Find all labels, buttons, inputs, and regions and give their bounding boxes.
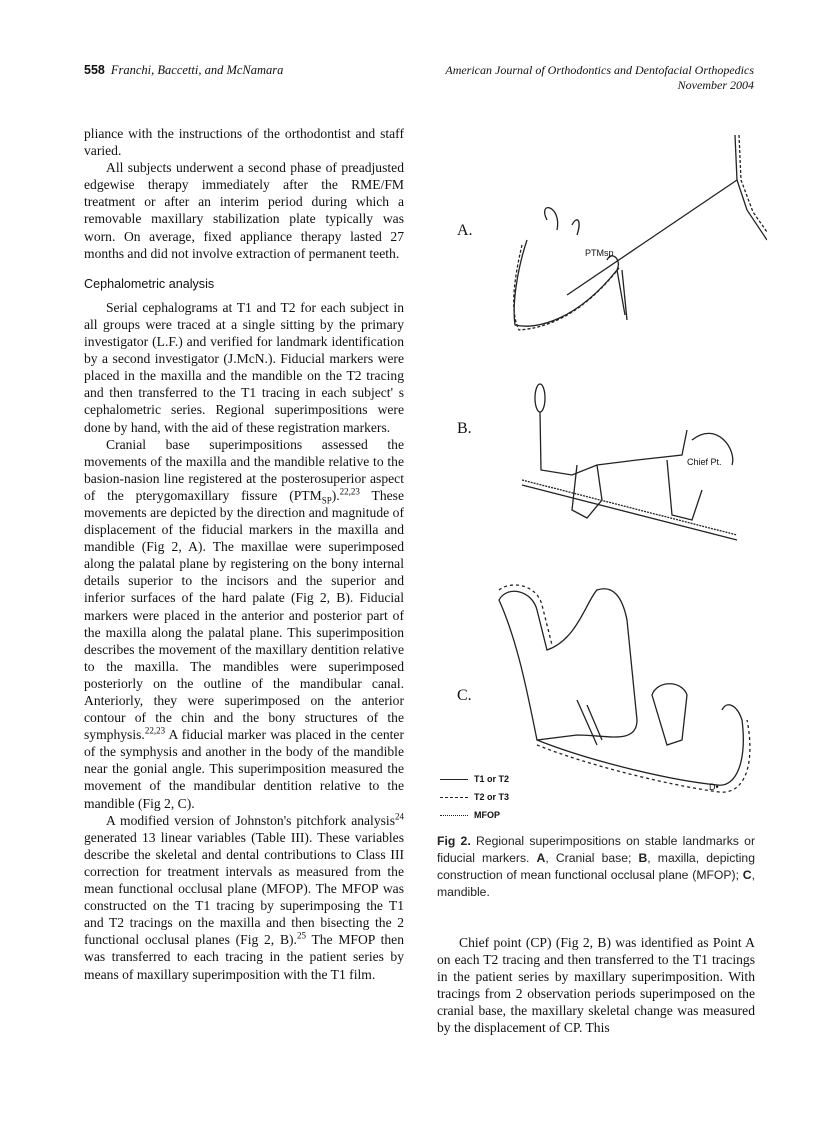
- label-ptmsp: PTMsp: [585, 248, 614, 258]
- text: B: [638, 851, 648, 865]
- citation: 22,23: [144, 725, 166, 736]
- text: Regional superimpositions on stable landmarks or fiducial markers.: [437, 834, 756, 865]
- legend-item: [440, 806, 509, 824]
- journal-name: American Journal of Orthodontics and Dentofacial Orthopedics: [445, 63, 754, 77]
- panel-label-a: A.: [457, 222, 473, 239]
- text: A fiducial marker was placed in the center of the symphysis and another in the body of the mandible near the gonial angle. This superimposition measured the movement of the mandibular dentition relative to the mandible (Fig 2, C).: [84, 727, 404, 811]
- citation: 22,23: [339, 486, 360, 497]
- paragraph: Chief point (CP) (Fig 2, B) was identified as Point A on each T2 tracing and then transferred to the T1 tracings in the patient series by maxillary superimposition. With tracings from 2 observation periods superimposed on the cranial base, the maxillary skeletal change was measured by the displacement of CP. This: [437, 935, 755, 1036]
- text: generated 13 linear variables (Table III). These variables describe the skeletal and dental contributions to Class III correction for treatment intervals as measured from the mean functional occlusal plane (MFOP). The MFOP was constructed on the T1 tracing by superimposing the T1 and T2 tracings on the maxilla and then bisecting the 2 functional occlusal planes (Fig 2, B).: [84, 829, 404, 948]
- text: Cranial base superimpositions assessed the movements of the maxilla and the mandible relative to the basion-nasion line registered at the posterosuperior aspect of the pterygomaxillary fissure (PTM: [84, 436, 404, 503]
- caption-label: Fig 2.: [437, 834, 471, 848]
- text: , maxilla, depicting construction of mean functional occlusal plane (MFOP);: [437, 851, 755, 882]
- figure-2: [437, 120, 767, 810]
- paragraph: [84, 812, 404, 983]
- text: These movements are depicted by the direction and magnitude of displacement of the fiducial markers in the maxilla and mandible (Fig 2, A). The maxillae were superimposed along the palatal plane by registering on the bony internal details superior to the incisors and the superior and inferior surfaces of the hard palate (Fig 2, B). Fiducial markers were placed in the anterior and posterior part of the maxilla along the palatal plane. This superimposition describes the movement of the maxillary dentition relative to the maxilla. The mandibles were superimposed posteriorly on the outline of the mandibular canal. Anteriorly, they were superimposed on the anterior contour of the chin and the bony structures of the symphysis.: [84, 487, 404, 743]
- section-heading: Cephalometric analysis: [84, 276, 215, 291]
- text: C: [742, 868, 752, 882]
- paragraph: Serial cephalograms at T1 and T2 for each subject in all groups were traced at a single sitting by the primary investigator (L.F.) and verified for landmark identification by a second investigator (J.McN.). Fiducial markers were placed in the maxilla and the mandible on the T2 tracing and then transferred to the T1 tracing in each subject' s cephalometric series. Regional superimpositions were done by hand, with the aid of these registration markers.: [84, 299, 404, 435]
- figure-caption: [437, 833, 755, 901]
- text: , Cranial base;: [545, 851, 639, 865]
- solid-line-icon: [440, 779, 468, 780]
- text: A: [536, 851, 546, 865]
- panel-c-tracing: [499, 585, 750, 792]
- text: A modified version of Johnston's pitchfork analysis: [106, 812, 395, 828]
- legend-label: T2 or T3: [474, 792, 510, 802]
- panel-label-c: C.: [457, 687, 472, 704]
- left-column: [84, 125, 404, 983]
- panel-a-tracing: [514, 135, 767, 330]
- running-header-left: [84, 63, 283, 78]
- paragraph: Cranial base superimpositions assessed the movements of the maxilla and the mandible relative to the basion-nasion line registered at the posterosuperior aspect of the pterygomaxillary fissure $(PTM_{SP}).^{22,23}$ These movements are depicted by the direction and magnitude of displacement of the fiducial markers in the maxilla and mandible (Fig 2, A). The maxillae were superimposed along the palatal plane by registering on the bony internal details superior to the incisors and the superior and inferior surfaces of the hard palate (Fig 2, B). Fiducial markers were placed in the anterior and posterior part of the maxilla along the palatal plane. This superimposition describes the movement of the maxillary dentition relative to the maxilla. The mandibles were superimposed posteriorly on the outline of the mandibular canal. Anteriorly, they were superimposed on the anterior contour of the chin and the bony structures of the symphysis.$^{22,23}$ A fiducial marker was placed in the center of the symphysis and another in the body of the mandible near the gonial angle. This superimposition measured the movement of the mandibular dentition relative to the mandible (Fig 2, C).: [84, 436, 404, 811]
- legend-item: [440, 770, 509, 788]
- text: , mandible.: [437, 868, 755, 899]
- paragraph: pliance with the instructions of the orthodontist and staff varied.: [84, 126, 404, 159]
- legend-item: [440, 788, 509, 806]
- dashed-line-icon: [440, 797, 468, 798]
- page-number: 558: [84, 63, 105, 77]
- text: The MFOP then was transferred to each tracing in the patient series by means of maxillary superimposition with the T1 film.: [84, 932, 404, 982]
- subscript: SP: [321, 495, 332, 506]
- label-chief-point: Chief Pt.: [687, 457, 722, 467]
- authors: Franchi, Baccetti, and McNamara: [110, 63, 284, 77]
- paragraph: All subjects underwent a second phase of preadjusted edgewise therapy immediately after the RME/FM treatment or after an interim period during which a removable maxillary stabilization plate typically was worn. On average, fixed appliance therapy lasted 27 months and did not involve extraction of permanent teeth.: [84, 160, 404, 261]
- running-header-right: [445, 63, 754, 93]
- legend-label: T1 or T2: [474, 774, 510, 784]
- right-column: [437, 934, 755, 1037]
- label-d: D•: [709, 782, 719, 792]
- legend-label: MFOP: [474, 810, 500, 820]
- figure-legend: [440, 770, 509, 824]
- dotted-line-icon: [440, 815, 468, 816]
- citation: 24: [395, 811, 404, 822]
- citation: 25: [296, 930, 306, 941]
- panel-label-b: B.: [457, 420, 472, 437]
- issue-date: November 2004: [677, 78, 754, 92]
